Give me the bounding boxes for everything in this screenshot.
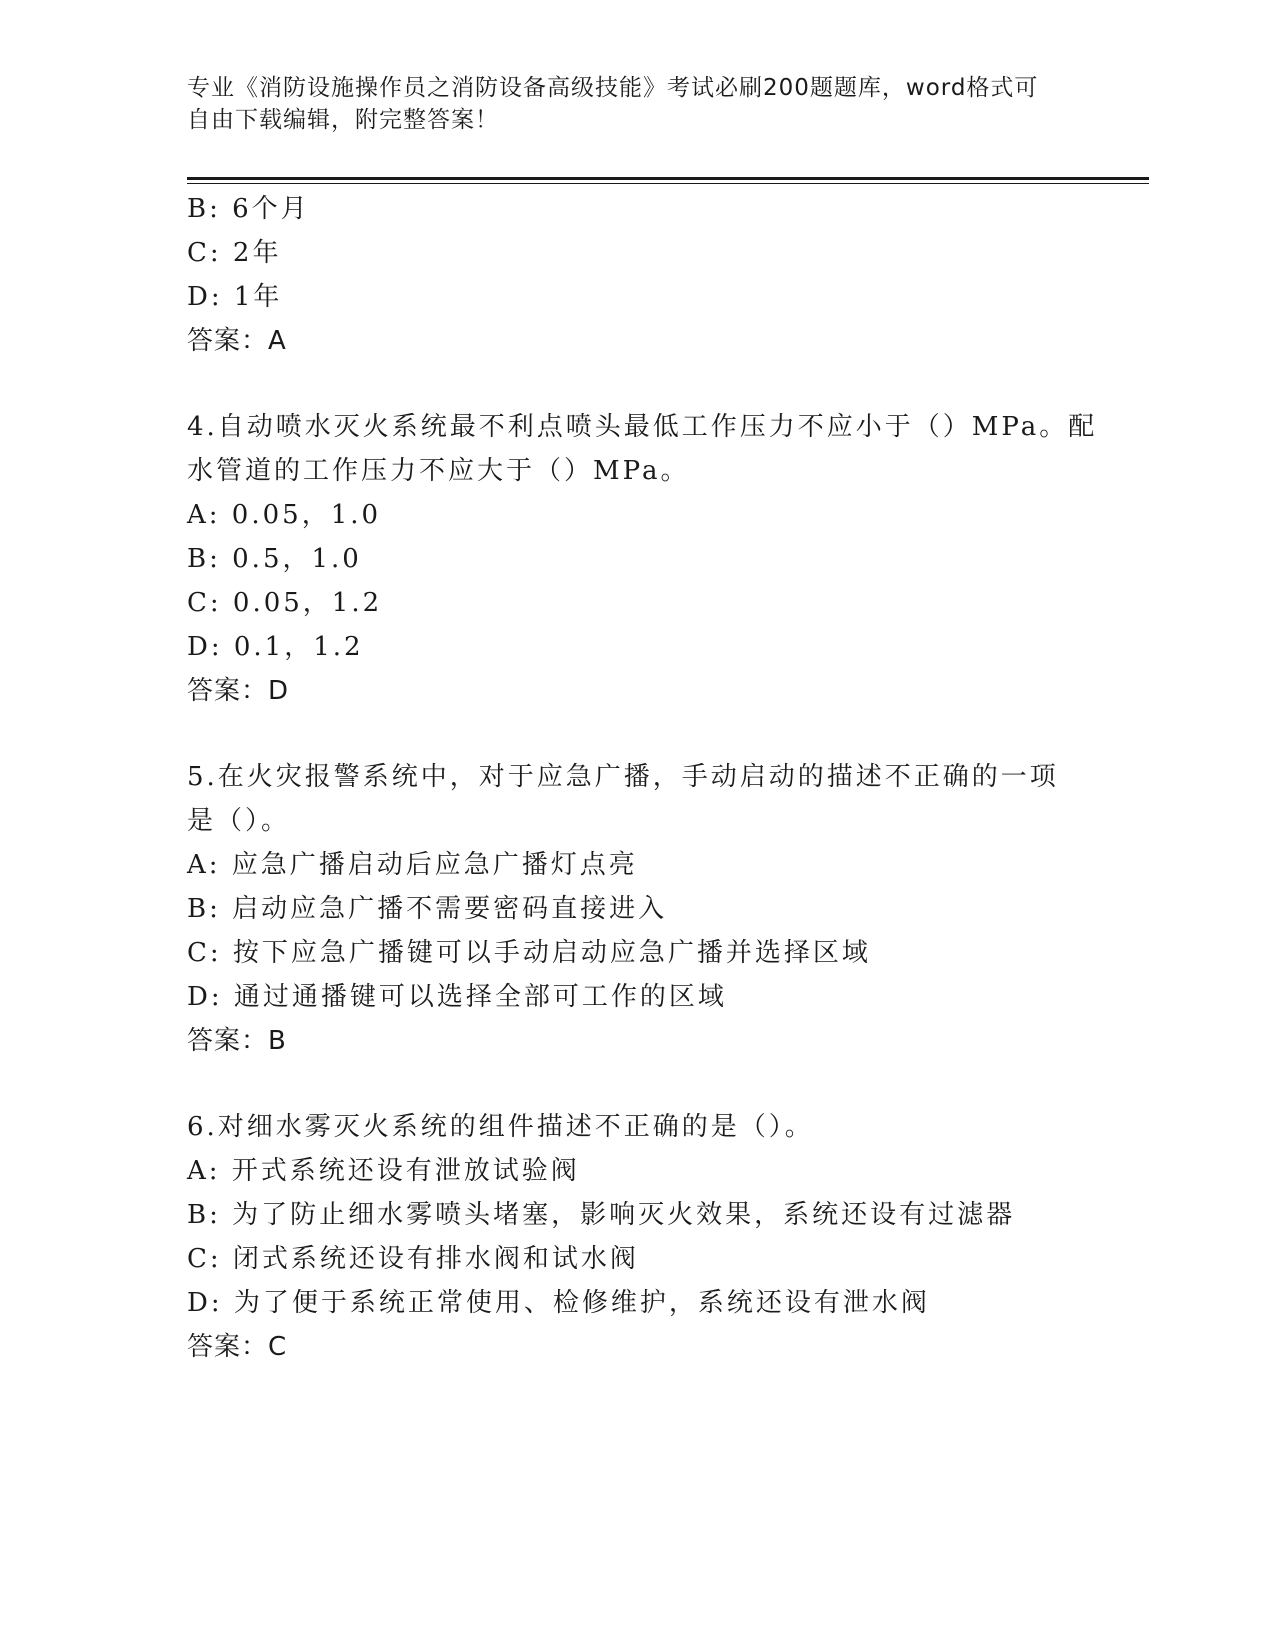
q6-answer: 答案：C [187,1332,288,1362]
q5-answer: 答案：B [187,1026,287,1056]
q4-option-b: B: 0.5，1.0 [187,544,362,574]
q6-option-b: B: 为了防止细水雾喷头堵塞，影响灭火效果，系统还设有过滤器 [187,1200,1016,1230]
q4-option-c: C: 0.05，1.2 [187,588,383,618]
prev-option-c: C: 2年 [187,238,282,268]
q5-option-d: D: 通过通播键可以选择全部可工作的区域 [187,982,727,1012]
q5-option-c: C: 按下应急广播键可以手动启动应急广播并选择区域 [187,938,871,968]
q4-option-a: A: 0.05，1.0 [187,500,382,530]
q4-option-d: D: 0.1，1.2 [187,632,364,662]
header-line-1: 专业《消防设施操作员之消防设备高级技能》考试必刷200题题库，word格式可 [187,75,1039,101]
header-divider-thick [187,177,1149,180]
q5-option-b: B: 启动应急广播不需要密码直接进入 [187,894,668,924]
q4-answer: 答案：D [187,676,290,706]
q6-stem-line-1: 6.对细水雾灭火系统的组件描述不正确的是（）。 [187,1112,814,1142]
q6-option-a: A: 开式系统还设有泄放试验阀 [187,1156,580,1186]
header-divider-thin [187,183,1149,184]
q6-option-d: D: 为了便于系统正常使用、检修维护，系统还设有泄水阀 [187,1288,930,1318]
prev-option-b: B: 6个月 [187,194,310,224]
q5-stem-line-2: 是（）。 [187,806,291,836]
document-header [187,72,1087,136]
q6-option-c: C: 闭式系统还设有排水阀和试水阀 [187,1244,639,1274]
q5-option-a: A: 应急广播启动后应急广播灯点亮 [187,850,638,880]
q4-stem-line-1: 4.自动喷水灭火系统最不利点喷头最低工作压力不应小于（）MPa。配 [187,412,1098,442]
q4-stem-line-2: 水管道的工作压力不应大于（）MPa。 [187,456,690,486]
header-line-2: 自由下载编辑，附完整答案！ [187,107,499,133]
prev-answer: 答案：A [187,326,287,356]
q5-stem-line-1: 5.在火灾报警系统中，对于应急广播，手动启动的描述不正确的一项 [187,762,1059,792]
prev-option-d: D: 1年 [187,282,283,312]
